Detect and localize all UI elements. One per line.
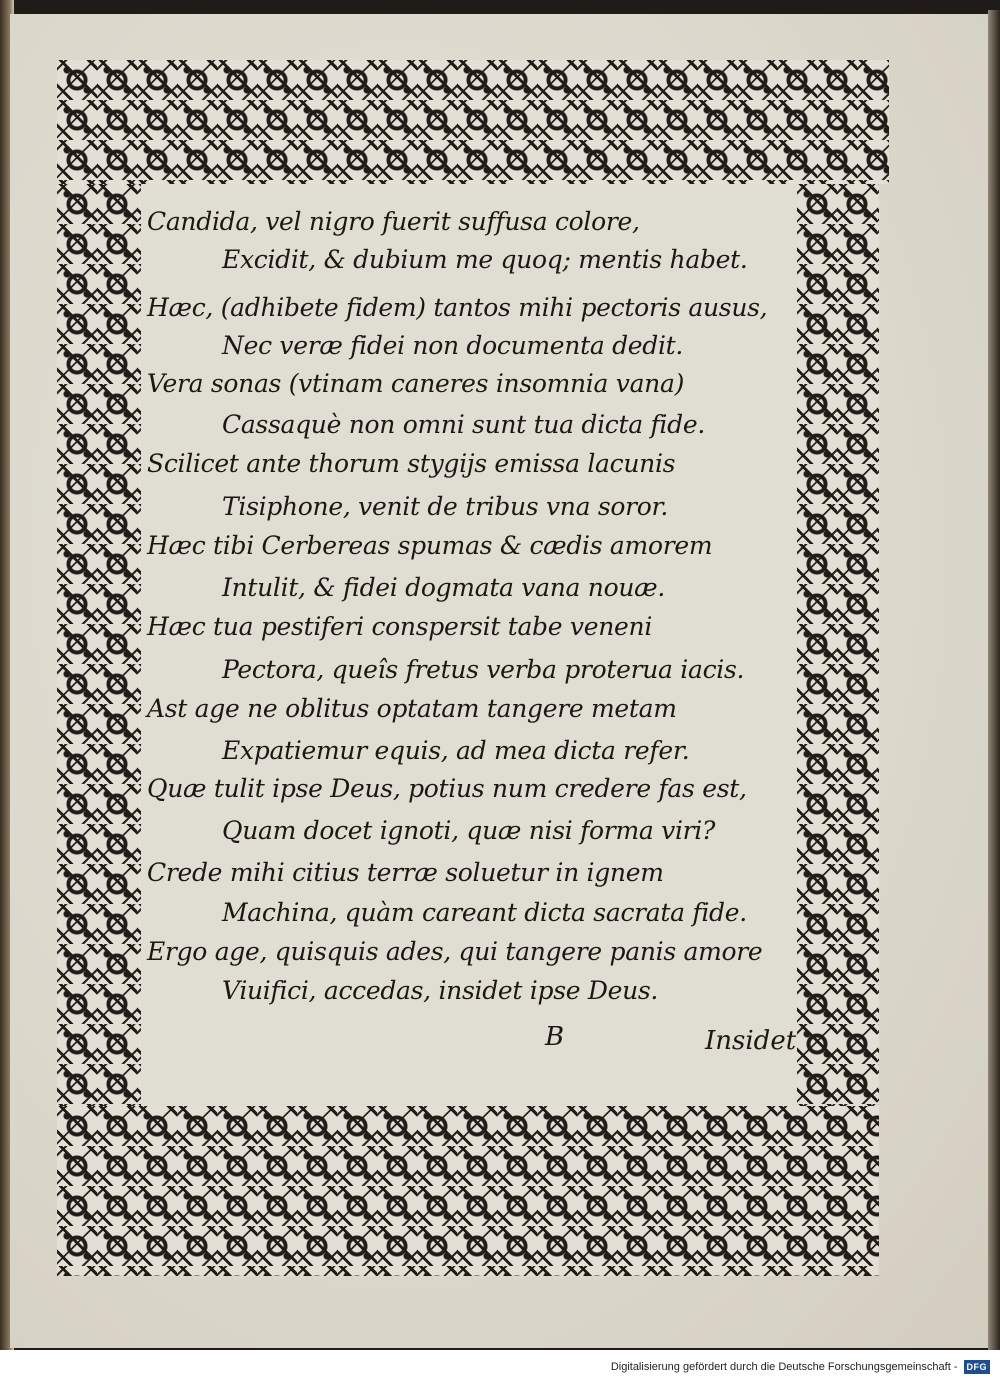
- verse-line: Machina, quàm careant dicta sacrata fide.: [222, 898, 747, 927]
- verse-line: Viuifici, accedas, insidet ipse Deus.: [222, 976, 659, 1005]
- verse-line: Hæc tua pestiferi conspersit tabe veneni: [147, 612, 653, 641]
- footer-credit: Digitalisierung gefördert durch die Deutsche Forschungsgemeinschaft -: [610, 1360, 958, 1373]
- verse-line: Quæ tulit ipse Deus, potius num credere fas est,: [147, 774, 747, 803]
- verse-line: Hæc, (adhibete fidem) tantos mihi pectoris ausus,: [147, 293, 768, 322]
- verse-line: Crede mihi citius terræ soluetur in ignem: [147, 858, 664, 887]
- verse-line: Intulit, & fidei dogmata vana nouæ.: [222, 573, 665, 602]
- dfg-logo: DFG: [964, 1360, 991, 1374]
- verse-line: Expatiemur equis, ad mea dicta refer.: [222, 736, 690, 765]
- verse-line: Pectora, queîs fretus verba proterua iacis.: [222, 655, 745, 684]
- footer-bar: [0, 1350, 1000, 1383]
- ornamental-border-top: [57, 60, 889, 184]
- verse-line: Ergo age, quisquis ades, qui tangere panis amore: [147, 937, 763, 966]
- verse-line: Quam docet ignoti, quæ nisi forma viri?: [222, 816, 716, 845]
- verse-line: Ast age ne oblitus optatam tangere metam: [147, 694, 677, 723]
- ornamental-border-right: [797, 184, 879, 1106]
- page-edge: [988, 10, 1000, 1350]
- ornamental-border-left: [57, 184, 141, 1106]
- verse-line: Candida, vel nigro fuerit suffusa colore,: [147, 207, 640, 236]
- verse-line: Excidit, & dubium me quoq; mentis habet.: [222, 245, 748, 274]
- verse-line: Hæc tibi Cerbereas spumas & cædis amorem: [147, 531, 713, 560]
- verse-line: Cassaquè non omni sunt tua dicta fide.: [222, 410, 705, 439]
- verse-line: Tisiphone, venit de tribus vna soror.: [222, 492, 669, 521]
- ornamental-border-bottom: [57, 1106, 879, 1276]
- signature-mark: B: [545, 1022, 565, 1052]
- text-panel: [141, 184, 797, 1106]
- verse-line: Nec veræ fidei non documenta dedit.: [222, 331, 684, 360]
- verse-line: Scilicet ante thorum stygijs emissa lacunis: [147, 449, 676, 478]
- verse-line: Vera sonas (vtinam caneres insomnia vana): [147, 369, 685, 398]
- catchword: Insidet: [705, 1026, 797, 1056]
